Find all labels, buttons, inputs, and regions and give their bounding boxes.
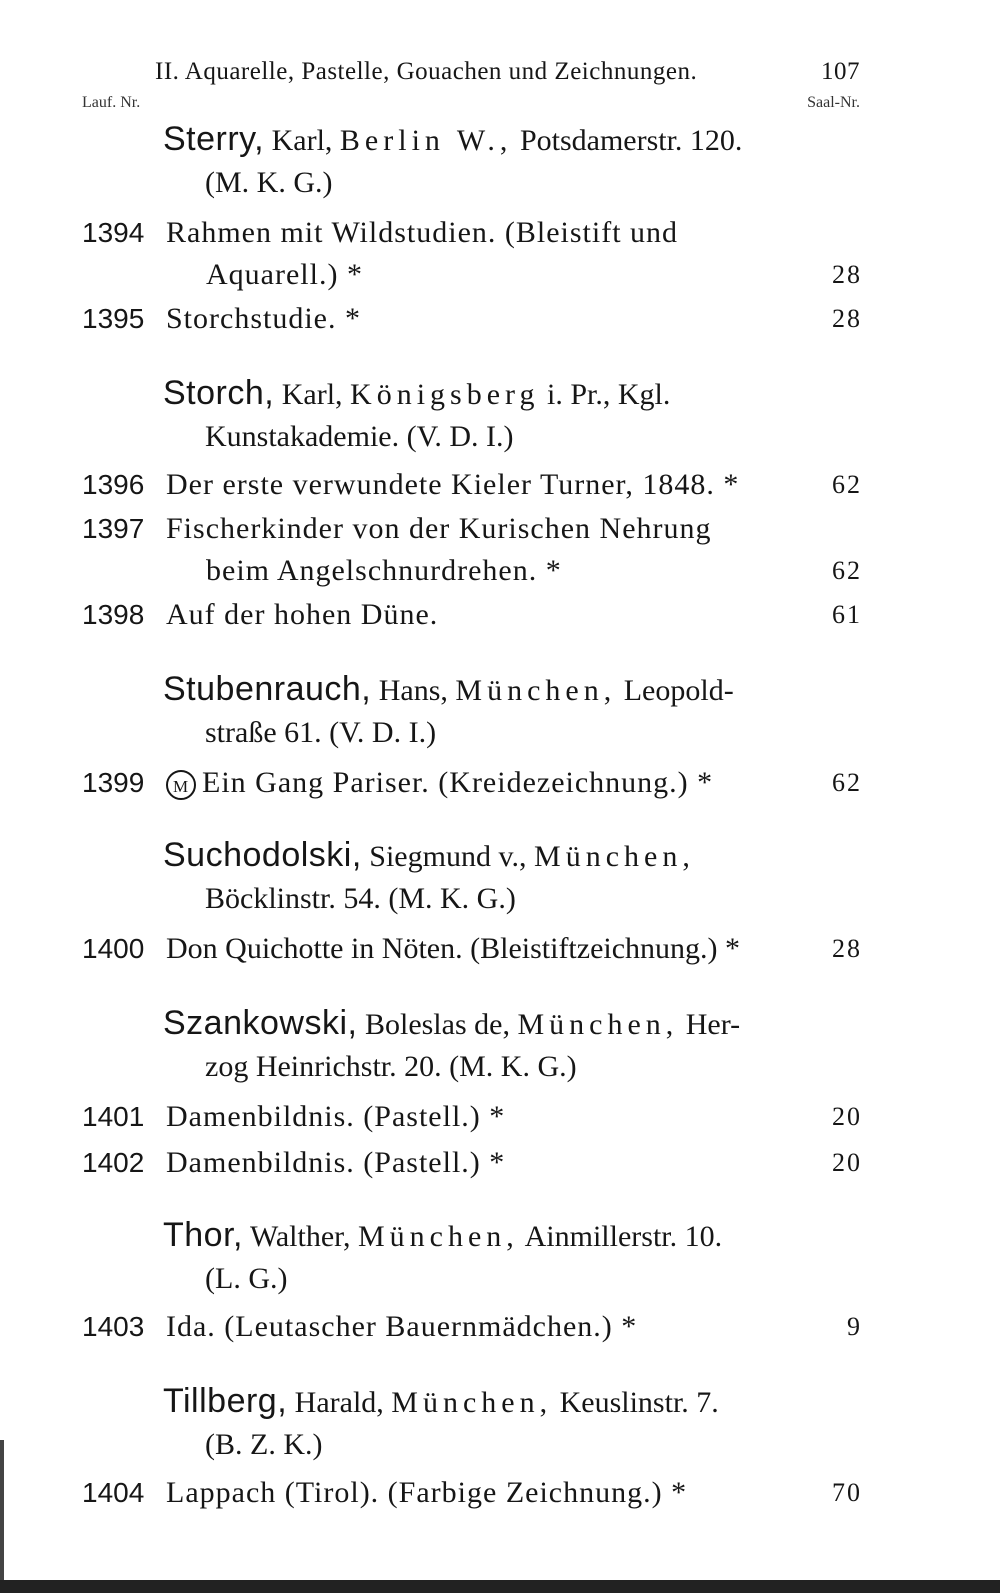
entry-number: 1395 (82, 303, 145, 334)
scan-edge-left (0, 1440, 4, 1590)
artist-name: Sterry, (163, 120, 265, 158)
catalog-entry (82, 298, 862, 340)
entry-number: 1404 (82, 1477, 145, 1508)
catalog-entry (82, 464, 862, 506)
medal-mark-icon: M (166, 770, 196, 800)
entry-room: 28 (832, 260, 862, 289)
artist-first-name: Boleslas de, (364, 1008, 510, 1041)
entry-room: 28 (832, 934, 862, 963)
entry-number: 1400 (82, 933, 145, 964)
entry-room: 61 (832, 600, 862, 629)
entry-number: 1402 (82, 1147, 145, 1178)
artist-affiliation: straße 61. (V. D. I.) (205, 716, 437, 749)
catalog-entry (82, 594, 862, 636)
entry-title: Storchstudie. * (166, 302, 361, 335)
scan-edge-bottom (0, 1580, 1000, 1593)
entry-title: Der erste verwundete Kieler Turner, 1848. * (166, 468, 740, 501)
artist-city: Königsberg (350, 378, 540, 411)
artist-first-name: Siegmund v., (369, 840, 527, 873)
artist-city: Berlin W., (339, 124, 513, 157)
entry-room: 20 (832, 1102, 862, 1131)
artist-address: Keuslinstr. 7. (559, 1386, 719, 1419)
artist-affiliation: Kunstakademie. (V. D. I.) (205, 420, 514, 453)
catalog-entry (82, 928, 862, 970)
page-number: 107 (821, 58, 860, 85)
column-header-lauf-nr: Lauf. Nr. (82, 94, 141, 111)
artist-heading (163, 372, 813, 458)
artist-address: Leopold- (623, 674, 734, 707)
catalog-entry (82, 762, 862, 804)
artist-first-name: Karl, (271, 124, 333, 157)
artist-affiliation: Böcklinstr. 54. (M. K. G.) (205, 882, 516, 915)
entry-room: 28 (832, 304, 862, 333)
entry-number: 1403 (82, 1311, 145, 1342)
entry-title: Rahmen mit Wildstudien. (Bleistift und Aquarell.) * (166, 216, 679, 291)
catalog-entry (82, 1096, 862, 1138)
entry-number: 1401 (82, 1101, 145, 1132)
entry-number: 1398 (82, 599, 145, 630)
column-header-saal-nr: Saal-Nr. (807, 94, 860, 111)
entry-title: Damenbildnis. (Pastell.) * (166, 1100, 506, 1133)
entry-room: 70 (832, 1478, 862, 1507)
entry-room: 62 (832, 768, 862, 797)
artist-heading (163, 1214, 813, 1300)
artist-first-name: Harald, (294, 1386, 384, 1419)
entry-number: 1396 (82, 469, 145, 500)
entry-title: M Ein Gang Pariser. (Kreidezeichnung.) * (166, 762, 806, 804)
entry-title: Fischerkinder von der Kurischen Nehrung beim Angelschnurdrehen. * (166, 512, 712, 587)
artist-heading (163, 668, 813, 754)
artist-name: Szankowski, (163, 1004, 358, 1042)
artist-affiliation: (M. K. G.) (205, 166, 333, 199)
artist-name: Storch, (163, 374, 275, 412)
artist-affiliation: (L. G.) (205, 1262, 288, 1295)
entry-number: 1394 (82, 217, 145, 248)
artist-affiliation: zog Heinrichstr. 20. (M. K. G.) (205, 1050, 577, 1083)
artist-name: Stubenrauch, (163, 670, 372, 708)
artist-heading (163, 118, 813, 204)
artist-first-name: Karl, (281, 378, 343, 411)
artist-city: München, (455, 674, 617, 707)
entry-number: 1399 (82, 767, 145, 798)
artist-heading (163, 834, 813, 920)
entry-room: 62 (832, 556, 862, 585)
entry-room: 20 (832, 1148, 862, 1177)
section-title: II. Aquarelle, Pastelle, Gouachen und Zeichnungen. (155, 58, 698, 85)
artist-city: München, (391, 1386, 553, 1419)
artist-first-name: Hans, (378, 674, 448, 707)
entry-title: Don Quichotte in Nöten. (Bleistiftzeichnung.) * (166, 932, 741, 965)
artist-name: Suchodolski, (163, 836, 362, 874)
entry-title: Damenbildnis. (Pastell.) * (166, 1146, 506, 1179)
artist-address: Ainmillerstr. 10. (524, 1220, 723, 1253)
catalog-entry (82, 1142, 862, 1184)
artist-first-name: Walther, (249, 1220, 351, 1253)
entry-title: Auf der hohen Düne. (166, 598, 439, 631)
artist-city: München, (534, 840, 695, 873)
artist-city: München, (517, 1008, 679, 1041)
entry-title: Lappach (Tirol). (Farbige Zeichnung.) * (166, 1476, 688, 1509)
artist-city: München, (357, 1220, 519, 1253)
entry-title: Ida. (Leutascher Bauernmädchen.) * (166, 1310, 638, 1343)
artist-name: Tillberg, (163, 1382, 288, 1420)
entry-room: 9 (847, 1312, 862, 1341)
entry-room: 62 (832, 470, 862, 499)
catalog-entry (82, 1472, 862, 1514)
catalog-entry (82, 212, 862, 296)
artist-address: i. Pr., Kgl. (546, 378, 671, 411)
artist-address: Potsdamerstr. 120. (519, 124, 743, 157)
catalog-entry (82, 508, 862, 592)
artist-heading (163, 1380, 813, 1466)
catalog-entry (82, 1306, 862, 1348)
artist-affiliation: (B. Z. K.) (205, 1428, 323, 1461)
artist-heading (163, 1002, 813, 1088)
artist-name: Thor, (163, 1216, 243, 1254)
artist-address: Her- (685, 1008, 741, 1041)
running-header (155, 58, 860, 86)
entry-number: 1397 (82, 513, 145, 544)
